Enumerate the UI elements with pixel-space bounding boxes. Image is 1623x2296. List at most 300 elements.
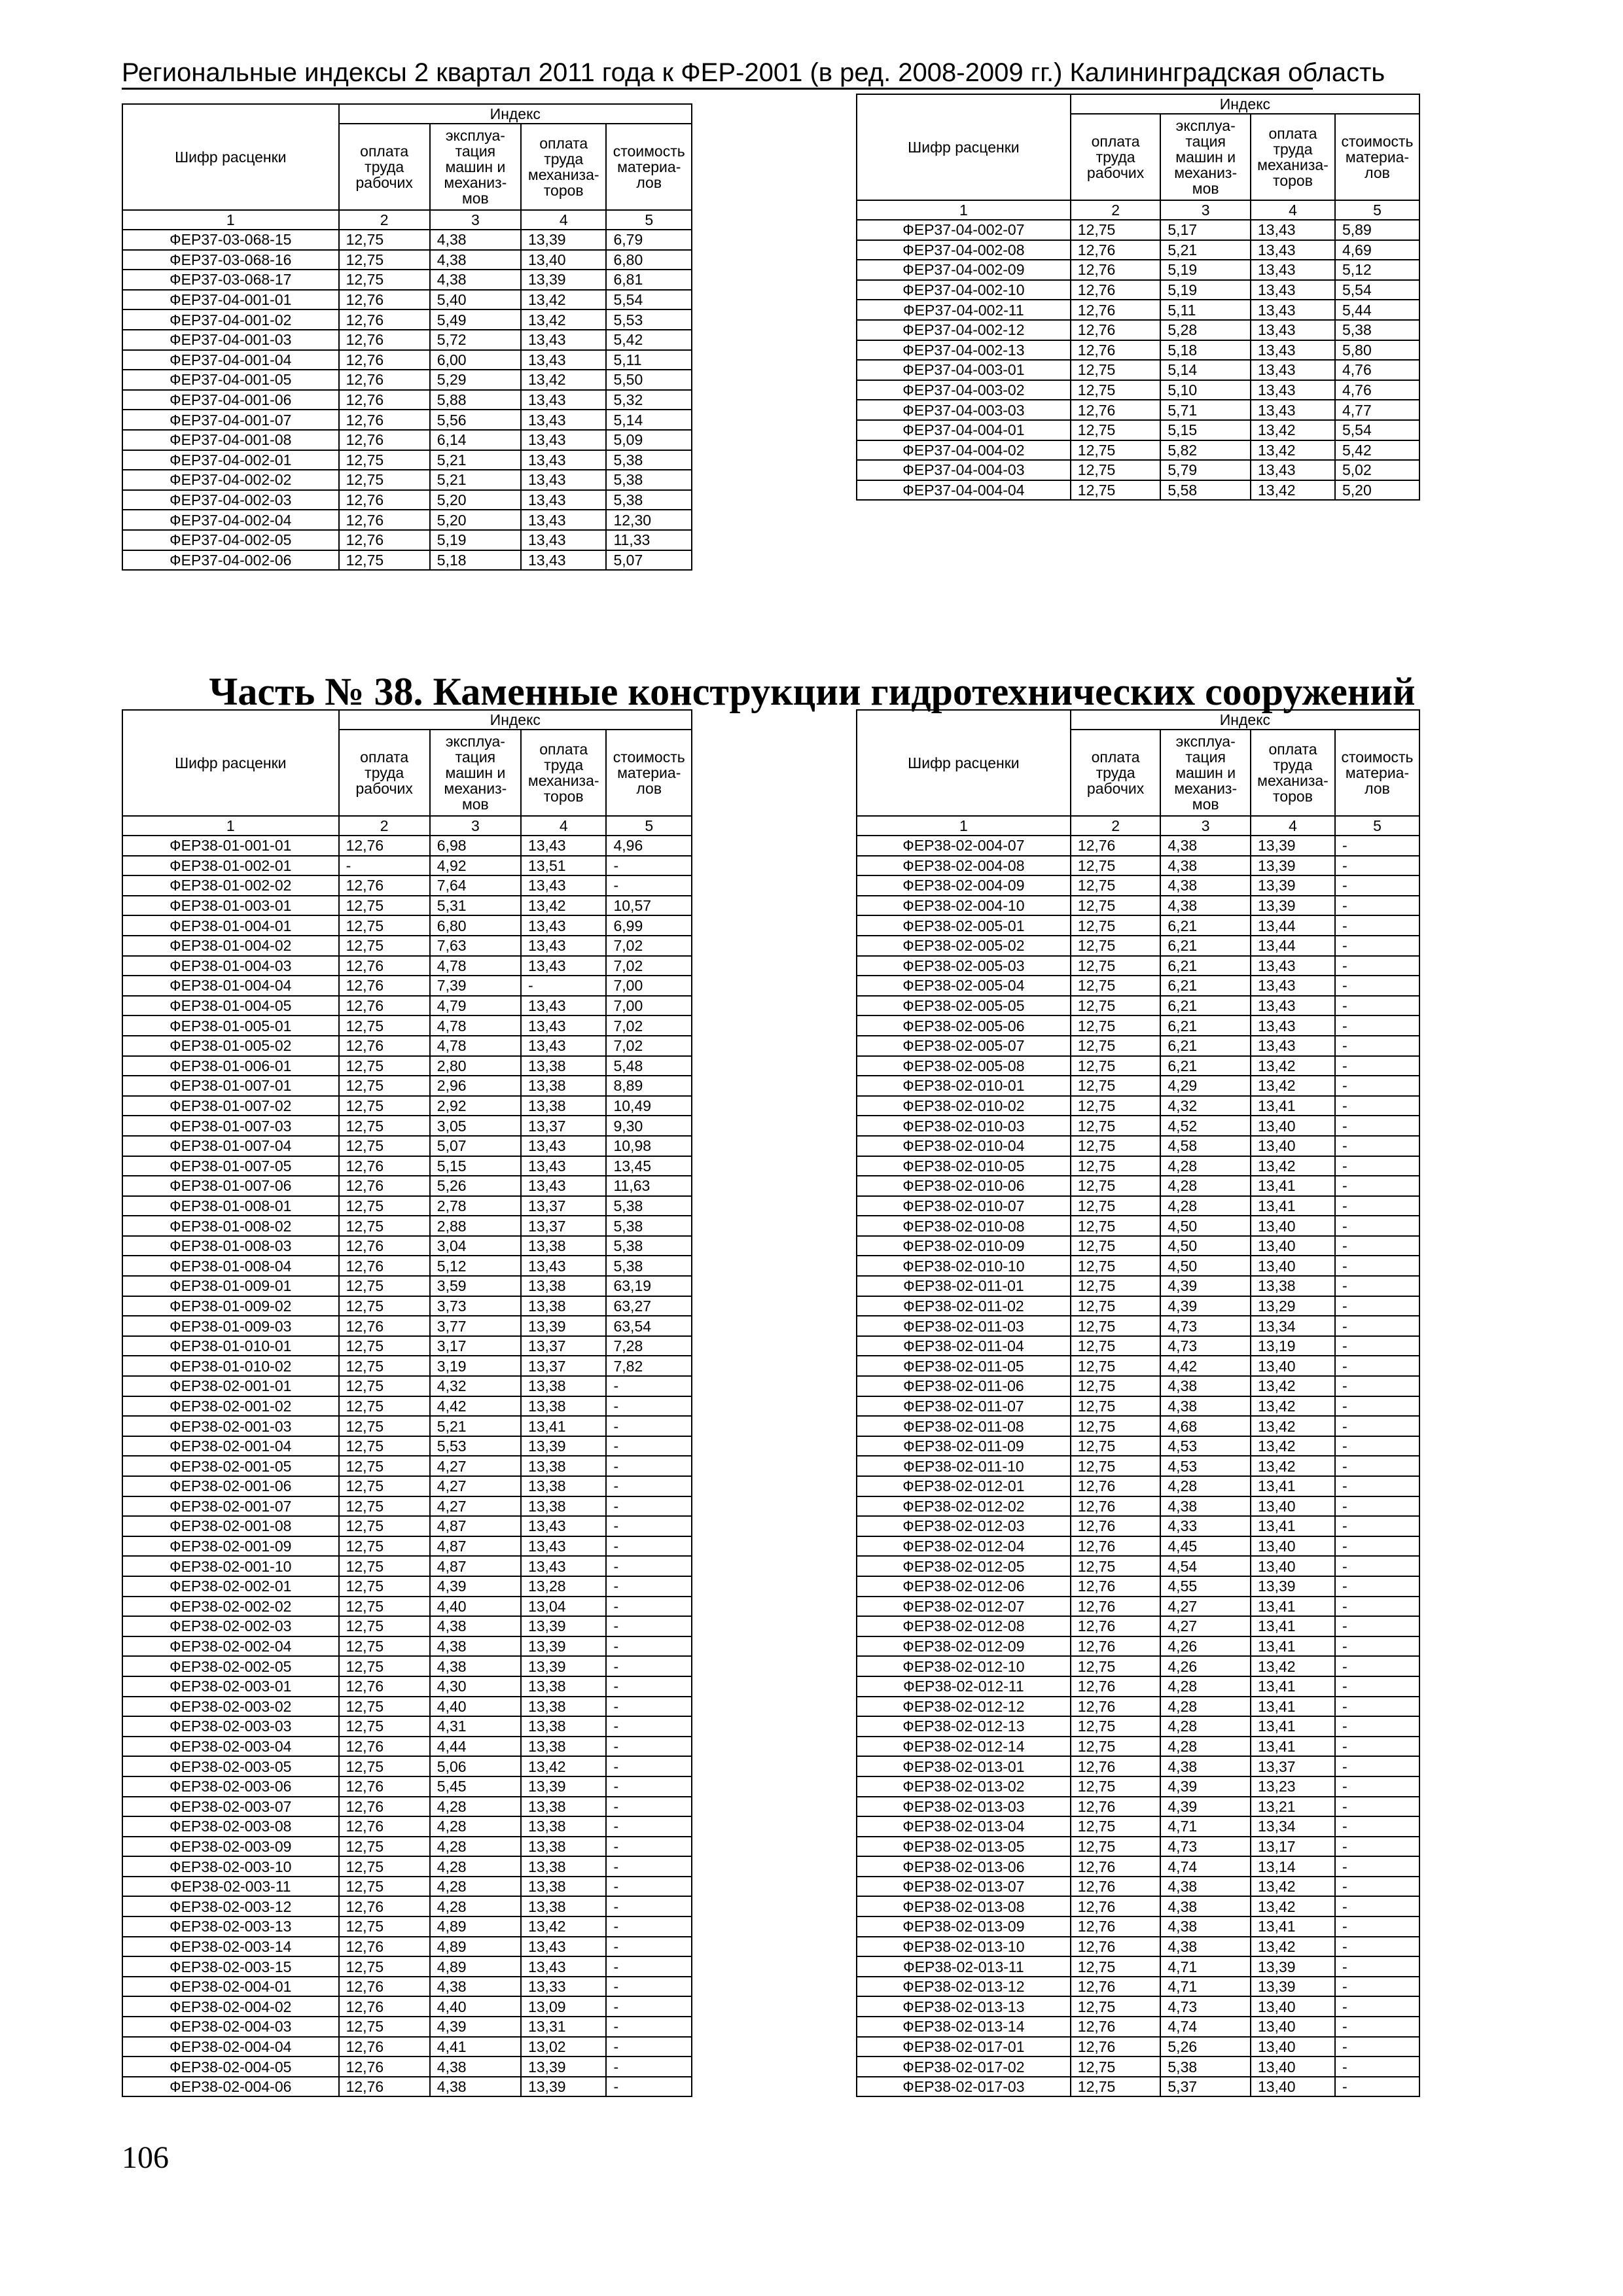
index-value-cell: 5,26 <box>430 1176 521 1196</box>
index-value-cell: 12,75 <box>1071 1816 1161 1837</box>
index-value-cell: 4,38 <box>430 1656 521 1676</box>
header-operator-pay: оплата труда механиза-торов <box>521 730 607 816</box>
table-row <box>122 1276 692 1296</box>
index-value-cell: 13,43 <box>521 430 607 450</box>
rate-code-cell: ФЕР38-02-005-04 <box>857 976 1071 996</box>
index-value-cell: 13,43 <box>521 450 607 470</box>
index-value-cell: 4,27 <box>430 1496 521 1517</box>
index-value-cell: 4,38 <box>1160 1496 1251 1517</box>
index-value-cell: 12,76 <box>339 996 430 1016</box>
index-value-cell: 4,74 <box>1160 2017 1251 2037</box>
index-value-cell: 12,75 <box>339 1616 430 1636</box>
index-value-cell: 4,39 <box>430 2017 521 2037</box>
index-value-cell: 4,38 <box>1160 1396 1251 1417</box>
table-row <box>122 290 692 310</box>
index-value-cell: - <box>1335 1797 1419 1817</box>
index-value-cell: - <box>1335 1096 1419 1116</box>
index-value-cell: 13,43 <box>1251 220 1335 240</box>
rate-code-cell: ФЕР38-02-011-01 <box>857 1276 1071 1296</box>
header-col-number: 3 <box>1160 200 1251 220</box>
index-value-cell: 13,09 <box>521 1996 607 2017</box>
index-value-cell: 12,76 <box>339 1737 430 1757</box>
rate-code-cell: ФЕР38-02-017-01 <box>857 2037 1071 2057</box>
rate-code-cell: ФЕР38-02-001-01 <box>122 1376 339 1396</box>
rate-code-cell: ФЕР37-04-001-02 <box>122 309 339 330</box>
index-value-cell: 12,75 <box>339 1056 430 1076</box>
index-table-part37-right <box>856 94 1420 501</box>
index-value-cell: 13,38 <box>521 1396 607 1417</box>
rate-code-cell: ФЕР38-01-002-01 <box>122 856 339 876</box>
rate-code-cell: ФЕР38-02-012-12 <box>857 1697 1071 1717</box>
index-value-cell: 13,38 <box>521 1076 607 1096</box>
table-row <box>857 1456 1419 1476</box>
index-value-cell: 5,21 <box>430 450 521 470</box>
index-value-cell: 13,43 <box>521 1176 607 1196</box>
table-row <box>857 1597 1419 1617</box>
index-value-cell: 6,80 <box>430 915 521 936</box>
index-value-cell: 12,76 <box>339 530 430 550</box>
index-value-cell: 13,38 <box>521 1697 607 1717</box>
index-value-cell: - <box>1335 1136 1419 1156</box>
table-row <box>857 1536 1419 1557</box>
index-value-cell: 4,28 <box>1160 1676 1251 1697</box>
index-value-cell: 12,75 <box>339 1656 430 1676</box>
index-value-cell: 13,41 <box>1251 1737 1335 1757</box>
index-value-cell: 4,27 <box>1160 1597 1251 1617</box>
header-index: Индекс <box>339 710 692 730</box>
table-row <box>122 270 692 290</box>
index-value-cell: - <box>606 1716 692 1737</box>
index-value-cell: 12,75 <box>1071 1296 1161 1316</box>
index-value-cell: 12,75 <box>1071 1276 1161 1296</box>
index-value-cell: 13,37 <box>1251 1756 1335 1776</box>
table-row <box>857 1996 1419 2017</box>
index-value-cell: 10,49 <box>606 1096 692 1116</box>
index-value-cell: 12,75 <box>1071 1456 1161 1476</box>
index-value-cell: 12,76 <box>339 1676 430 1697</box>
index-value-cell: - <box>1335 1516 1419 1536</box>
table-row <box>122 915 692 936</box>
index-value-cell: 5,26 <box>1160 2037 1251 2057</box>
index-value-cell: - <box>606 2037 692 2057</box>
index-value-cell: - <box>1335 2017 1419 2037</box>
index-value-cell: 4,78 <box>430 1036 521 1056</box>
index-value-cell: 5,89 <box>1335 220 1419 240</box>
index-value-cell: 4,28 <box>1160 1716 1251 1737</box>
index-value-cell: 12,75 <box>339 936 430 956</box>
index-value-cell: 12,76 <box>1071 1797 1161 1817</box>
table-row <box>122 996 692 1016</box>
index-value-cell: 12,76 <box>339 1937 430 1957</box>
index-value-cell: 4,38 <box>1160 856 1251 876</box>
table-row <box>122 1036 692 1056</box>
index-value-cell: 13,43 <box>1251 460 1335 480</box>
rate-code-cell: ФЕР37-04-001-01 <box>122 290 339 310</box>
index-value-cell: 12,76 <box>339 1256 430 1276</box>
index-value-cell: 4,42 <box>1160 1356 1251 1376</box>
index-value-cell: 63,54 <box>606 1316 692 1336</box>
index-value-cell: 13,34 <box>1251 1316 1335 1336</box>
rate-code-cell: ФЕР38-02-013-09 <box>857 1916 1071 1937</box>
index-value-cell: 12,76 <box>1071 1576 1161 1597</box>
index-value-cell: 5,12 <box>1335 260 1419 280</box>
rate-code-cell: ФЕР38-02-011-06 <box>857 1376 1071 1396</box>
table-row <box>122 976 692 996</box>
rate-code-cell: ФЕР38-02-013-03 <box>857 1797 1071 1817</box>
table-row <box>857 996 1419 1016</box>
index-value-cell: - <box>1335 836 1419 856</box>
index-value-cell: - <box>1335 1977 1419 1997</box>
table-row <box>122 1096 692 1116</box>
table-row <box>122 1256 692 1276</box>
index-value-cell: 10,98 <box>606 1136 692 1156</box>
table-row <box>122 1837 692 1857</box>
index-value-cell: 4,38 <box>430 2057 521 2077</box>
index-value-cell: 4,50 <box>1160 1236 1251 1256</box>
rate-code-cell: ФЕР38-01-008-03 <box>122 1236 339 1256</box>
table-row <box>857 1636 1419 1657</box>
header-col-number: 1 <box>122 816 339 836</box>
rate-code-cell: ФЕР38-01-005-01 <box>122 1016 339 1036</box>
index-value-cell: 12,75 <box>1071 1996 1161 2017</box>
rate-code-cell: ФЕР37-04-002-04 <box>122 510 339 530</box>
rate-code-cell: ФЕР38-01-004-05 <box>122 996 339 1016</box>
index-value-cell: - <box>1335 1636 1419 1657</box>
index-value-cell: 12,76 <box>1071 2017 1161 2037</box>
table-row <box>122 1176 692 1196</box>
rate-code-cell: ФЕР38-02-013-01 <box>857 1756 1071 1776</box>
rate-code-cell: ФЕР38-01-008-02 <box>122 1216 339 1236</box>
index-value-cell: 13,38 <box>521 1877 607 1897</box>
index-value-cell: 12,75 <box>1071 896 1161 916</box>
table-row <box>857 1756 1419 1776</box>
index-value-cell: 12,75 <box>1071 1396 1161 1417</box>
index-value-cell: 12,75 <box>1071 856 1161 876</box>
index-value-cell: 13,42 <box>1251 1416 1335 1436</box>
index-value-cell: 13,39 <box>521 1776 607 1797</box>
index-value-cell: 12,75 <box>1071 1136 1161 1156</box>
index-value-cell: 13,38 <box>521 1096 607 1116</box>
index-value-cell: 4,30 <box>430 1676 521 1697</box>
section-heading: Часть № 38. Каменные конструкции гидротехнических сооружений <box>209 670 1416 713</box>
header-index: Индекс <box>1071 94 1419 114</box>
index-value-cell: 13,39 <box>1251 896 1335 916</box>
index-value-cell: 13,43 <box>521 1016 607 1036</box>
header-operator-pay: оплата труда механиза-торов <box>521 124 607 210</box>
header-col-number: 3 <box>1160 816 1251 836</box>
header-col-number: 3 <box>430 816 521 836</box>
index-value-cell: - <box>606 1456 692 1476</box>
index-value-cell: 13,40 <box>1251 1556 1335 1576</box>
index-value-cell: 7,02 <box>606 1036 692 1056</box>
table-row <box>857 1697 1419 1717</box>
rate-code-cell: ФЕР38-02-005-01 <box>857 915 1071 936</box>
table-row <box>857 1416 1419 1436</box>
index-value-cell: 13,43 <box>521 510 607 530</box>
index-value-cell: 5,54 <box>606 290 692 310</box>
index-value-cell: 7,02 <box>606 956 692 976</box>
index-value-cell: 4,38 <box>430 1616 521 1636</box>
table-row <box>122 1636 692 1657</box>
index-value-cell: 12,76 <box>339 976 430 996</box>
index-value-cell: 13,43 <box>521 996 607 1016</box>
header-code: Шифр расценки <box>857 94 1071 200</box>
rate-code-cell: ФЕР38-01-007-02 <box>122 1096 339 1116</box>
index-value-cell: 12,75 <box>1071 1416 1161 1436</box>
index-value-cell: - <box>1335 1216 1419 1236</box>
rate-code-cell: ФЕР37-04-002-12 <box>857 320 1071 340</box>
index-value-cell: 12,76 <box>339 1156 430 1176</box>
index-value-cell: 12,76 <box>1071 1676 1161 1697</box>
index-value-cell: 13,44 <box>1251 936 1335 956</box>
index-value-cell: 13,43 <box>1251 400 1335 420</box>
index-value-cell: 13,40 <box>1251 1216 1335 1236</box>
index-value-cell: 12,76 <box>339 350 430 370</box>
index-value-cell: 12,75 <box>1071 1837 1161 1857</box>
header-col-number: 4 <box>1251 200 1335 220</box>
table-row <box>857 1356 1419 1376</box>
index-value-cell: 12,76 <box>1071 400 1161 420</box>
index-value-cell: 13,43 <box>521 915 607 936</box>
index-value-cell: 12,75 <box>1071 480 1161 501</box>
rate-code-cell: ФЕР38-02-005-05 <box>857 996 1071 1016</box>
index-value-cell: 12,75 <box>339 1216 430 1236</box>
rate-code-cell: ФЕР38-02-013-05 <box>857 1837 1071 1857</box>
index-value-cell: 7,02 <box>606 936 692 956</box>
index-value-cell: 5,38 <box>1335 320 1419 340</box>
index-value-cell: 12,76 <box>1071 1636 1161 1657</box>
index-value-cell: 4,50 <box>1160 1216 1251 1236</box>
index-value-cell: 4,38 <box>430 250 521 270</box>
rate-code-cell: ФЕР38-01-009-01 <box>122 1276 339 1296</box>
rate-code-cell: ФЕР37-03-068-15 <box>122 230 339 250</box>
index-value-cell: 12,75 <box>1071 996 1161 1016</box>
table-row <box>857 1896 1419 1916</box>
table-row <box>857 420 1419 440</box>
index-value-cell: 5,71 <box>1160 400 1251 420</box>
rate-code-cell: ФЕР37-04-002-02 <box>122 470 339 490</box>
rate-code-cell: ФЕР38-02-005-06 <box>857 1016 1071 1036</box>
table-row <box>122 1576 692 1597</box>
rate-code-cell: ФЕР37-04-002-11 <box>857 300 1071 320</box>
table-row <box>122 510 692 530</box>
index-value-cell: 5,50 <box>606 370 692 390</box>
table-row <box>122 309 692 330</box>
index-value-cell: 4,28 <box>430 1896 521 1916</box>
table-row <box>122 1937 692 1957</box>
table-row <box>857 1376 1419 1396</box>
header-col-number: 4 <box>1251 816 1335 836</box>
header-index: Индекс <box>1071 710 1419 730</box>
table-row <box>122 1516 692 1536</box>
table-row <box>857 2017 1419 2037</box>
index-value-cell: 13,37 <box>521 1196 607 1216</box>
index-value-cell: 3,59 <box>430 1276 521 1296</box>
index-value-cell: - <box>1335 1056 1419 1076</box>
index-value-cell: 12,76 <box>339 1236 430 1256</box>
rate-code-cell: ФЕР38-02-002-05 <box>122 1656 339 1676</box>
index-value-cell: 13,39 <box>521 230 607 250</box>
table-row <box>122 1416 692 1436</box>
index-value-cell: - <box>1335 1256 1419 1276</box>
index-value-cell: 13,42 <box>521 896 607 916</box>
rate-code-cell: ФЕР38-01-008-04 <box>122 1256 339 1276</box>
index-value-cell: - <box>1335 1436 1419 1457</box>
rate-code-cell: ФЕР38-02-004-10 <box>857 896 1071 916</box>
index-value-cell: 4,39 <box>1160 1276 1251 1296</box>
index-value-cell: 4,28 <box>430 1816 521 1837</box>
index-value-cell: - <box>1335 1676 1419 1697</box>
index-value-cell: 5,19 <box>430 530 521 550</box>
index-value-cell: 13,42 <box>1251 1396 1335 1417</box>
header-machine-operation: эксплуа-тация машин и механиз-мов <box>430 124 521 210</box>
index-value-cell: 12,76 <box>339 1036 430 1056</box>
header-col-number: 1 <box>857 200 1071 220</box>
index-value-cell: - <box>1335 1016 1419 1036</box>
rate-code-cell: ФЕР38-01-003-01 <box>122 896 339 916</box>
index-value-cell: 12,75 <box>339 1476 430 1496</box>
index-value-cell: 2,92 <box>430 1096 521 1116</box>
index-value-cell: 13,38 <box>521 1376 607 1396</box>
index-value-cell: 12,76 <box>339 309 430 330</box>
index-value-cell: 13,41 <box>1251 1916 1335 1937</box>
index-value-cell: 13,45 <box>606 1156 692 1176</box>
index-value-cell: - <box>1335 1156 1419 1176</box>
index-value-cell: 5,38 <box>606 1216 692 1236</box>
index-value-cell: 4,26 <box>1160 1636 1251 1657</box>
index-value-cell: 13,31 <box>521 2017 607 2037</box>
index-value-cell: 3,77 <box>430 1316 521 1336</box>
index-value-cell: 7,64 <box>430 875 521 896</box>
index-value-cell: - <box>1335 896 1419 916</box>
index-value-cell: 12,75 <box>1071 2077 1161 2097</box>
index-value-cell: - <box>606 1856 692 1877</box>
rate-code-cell: ФЕР38-02-005-03 <box>857 956 1071 976</box>
table-row <box>857 1556 1419 1576</box>
rate-code-cell: ФЕР38-02-013-04 <box>857 1816 1071 1837</box>
table-row <box>857 1856 1419 1877</box>
index-value-cell: 4,68 <box>1160 1416 1251 1436</box>
index-value-cell: 4,76 <box>1335 380 1419 400</box>
table-row <box>122 1316 692 1336</box>
header-index: Индекс <box>339 104 692 124</box>
index-value-cell: 12,76 <box>339 1977 430 1997</box>
rate-code-cell: ФЕР38-02-010-01 <box>857 1076 1071 1096</box>
index-value-cell: 13,40 <box>1251 1996 1335 2017</box>
rate-code-cell: ФЕР37-04-004-01 <box>857 420 1071 440</box>
index-value-cell: 13,41 <box>1251 1697 1335 1717</box>
index-value-cell: 13,38 <box>521 1236 607 1256</box>
rate-code-cell: ФЕР38-02-013-06 <box>857 1856 1071 1877</box>
index-value-cell: 12,76 <box>339 390 430 410</box>
rate-code-cell: ФЕР38-02-012-07 <box>857 1597 1071 1617</box>
rate-code-cell: ФЕР38-02-012-05 <box>857 1556 1071 1576</box>
table-row <box>122 410 692 430</box>
header-labor-pay: оплата труда рабочих <box>1071 730 1161 816</box>
index-table-part38-left <box>122 709 692 2097</box>
table-row <box>122 330 692 350</box>
index-value-cell: 12,75 <box>339 1296 430 1316</box>
rate-code-cell: ФЕР38-02-013-07 <box>857 1877 1071 1897</box>
rate-code-cell: ФЕР37-04-002-09 <box>857 260 1071 280</box>
header-col-number: 2 <box>1071 200 1161 220</box>
index-value-cell: 13,39 <box>521 1316 607 1336</box>
rate-code-cell: ФЕР38-01-007-05 <box>122 1156 339 1176</box>
index-value-cell: - <box>1335 1416 1419 1436</box>
index-value-cell: - <box>606 1656 692 1676</box>
index-value-cell: 6,21 <box>1160 996 1251 1016</box>
table-row <box>857 480 1419 501</box>
index-value-cell: 12,30 <box>606 510 692 530</box>
index-value-cell: 12,75 <box>1071 956 1161 976</box>
index-value-cell: 12,76 <box>1071 2037 1161 2057</box>
index-value-cell: 6,14 <box>430 430 521 450</box>
index-value-cell: 4,77 <box>1335 400 1419 420</box>
rate-code-cell: ФЕР38-02-003-15 <box>122 1956 339 1977</box>
index-value-cell: 13,38 <box>521 1496 607 1517</box>
index-value-cell: 13,43 <box>1251 1036 1335 1056</box>
index-value-cell: 5,38 <box>1160 2057 1251 2077</box>
index-value-cell: 13,43 <box>1251 380 1335 400</box>
rate-code-cell: ФЕР38-02-013-14 <box>857 2017 1071 2037</box>
index-value-cell: 13,37 <box>521 1336 607 1356</box>
index-value-cell: - <box>606 1737 692 1757</box>
header-labor-pay: оплата труда рабочих <box>339 730 430 816</box>
index-value-cell: - <box>606 1977 692 1997</box>
rate-code-cell: ФЕР37-04-004-04 <box>857 480 1071 501</box>
rate-code-cell: ФЕР38-02-010-04 <box>857 1136 1071 1156</box>
rate-code-cell: ФЕР38-02-001-04 <box>122 1436 339 1457</box>
index-value-cell: 13,33 <box>521 1977 607 1997</box>
table-row <box>122 1336 692 1356</box>
rate-code-cell: ФЕР38-02-012-02 <box>857 1496 1071 1517</box>
table-row <box>857 360 1419 380</box>
index-value-cell: 12,75 <box>339 1716 430 1737</box>
index-value-cell: 13,39 <box>1251 856 1335 876</box>
index-value-cell: 13,43 <box>521 1536 607 1557</box>
rate-code-cell: ФЕР38-01-004-01 <box>122 915 339 936</box>
index-value-cell: 12,76 <box>339 1176 430 1196</box>
index-value-cell: 13,41 <box>521 1416 607 1436</box>
index-value-cell: 12,75 <box>339 1436 430 1457</box>
index-value-cell: 12,75 <box>339 1396 430 1417</box>
index-value-cell: 13,39 <box>1251 836 1335 856</box>
index-value-cell: 7,82 <box>606 1356 692 1376</box>
table-row <box>122 1676 692 1697</box>
index-value-cell: 13,38 <box>521 1716 607 1737</box>
index-value-cell: 13,42 <box>1251 480 1335 501</box>
page-title: Региональные индексы 2 квартал 2011 года к ФЕР-2001 (в ред. 2008-2009 гг.) Калининградская область <box>122 58 1313 90</box>
index-value-cell: 5,44 <box>1335 300 1419 320</box>
index-value-cell: 13,29 <box>1251 1296 1335 1316</box>
index-value-cell: 12,75 <box>1071 1236 1161 1256</box>
index-value-cell: 12,76 <box>1071 1877 1161 1897</box>
rate-code-cell: ФЕР38-02-004-01 <box>122 1977 339 1997</box>
index-value-cell: 12,76 <box>1071 1916 1161 1937</box>
index-value-cell: 12,76 <box>1071 280 1161 300</box>
index-value-cell: - <box>1335 1737 1419 1757</box>
index-value-cell: 5,11 <box>1160 300 1251 320</box>
index-value-cell: - <box>1335 915 1419 936</box>
table-row <box>122 1296 692 1316</box>
table-row <box>857 260 1419 280</box>
table-row <box>122 1436 692 1457</box>
header-col-number: 1 <box>122 210 339 230</box>
rate-code-cell: ФЕР38-02-012-04 <box>857 1536 1071 1557</box>
rate-code-cell: ФЕР38-02-001-05 <box>122 1456 339 1476</box>
table-row <box>122 1116 692 1136</box>
rate-code-cell: ФЕР38-02-010-10 <box>857 1256 1071 1276</box>
